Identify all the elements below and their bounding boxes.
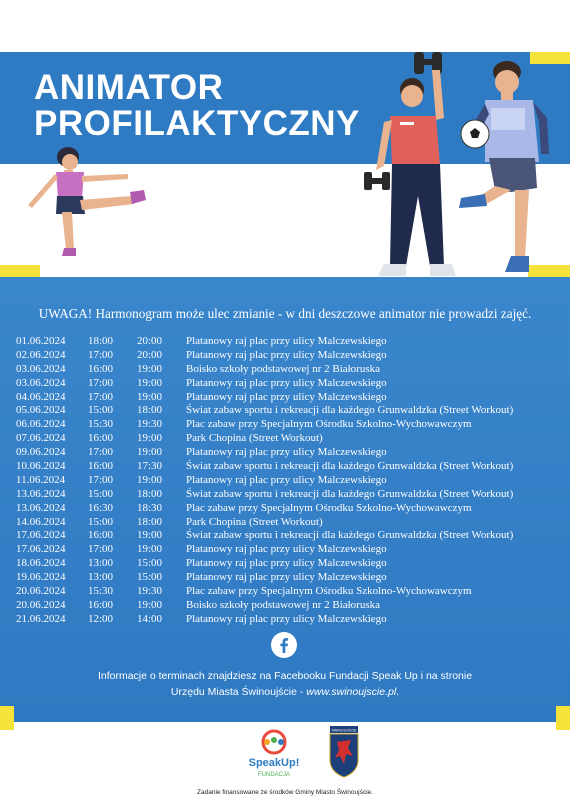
schedule-date: 11.06.2024: [16, 473, 66, 486]
schedule-start-time: 17:00: [88, 473, 114, 486]
schedule-end-time: 19:00: [137, 390, 163, 403]
schedule-date: 20.06.2024: [16, 598, 66, 611]
schedule-row: [16, 335, 556, 349]
yellow-accent-bottom-right: [556, 706, 570, 730]
schedule-row: [16, 404, 556, 418]
schedule-end-time: 19:00: [137, 362, 163, 375]
schedule-end-time: 15:00: [137, 557, 163, 570]
schedule-end-time: 19:00: [137, 473, 163, 486]
funding-footer: Zadanie finansowane ze środków Gminy Miasto Świnoujście.: [197, 789, 373, 796]
schedule-place: Platanowy raj plac przy ulicy Malczewskiego: [186, 473, 387, 486]
schedule-end-time: 18:00: [137, 404, 163, 417]
schedule-row: [16, 488, 556, 502]
schedule-start-time: 13:00: [88, 557, 114, 570]
speakup-logo: [248, 728, 300, 780]
info-line-2-prefix: Urzędu Miasta Świnoujście -: [170, 686, 307, 698]
speakup-logo-text: SpeakUp!: [248, 757, 300, 769]
schedule-end-time: 19:00: [137, 598, 163, 611]
schedule-row: [16, 557, 556, 571]
schedule-row: [16, 474, 556, 488]
schedule-place: Boisko szkoły podstawowej nr 2 Białoruska: [186, 598, 381, 611]
schedule-start-time: 17:00: [88, 376, 114, 389]
schedule-place: Park Chopina (Street Workout): [186, 515, 323, 528]
schedule-row: [16, 529, 556, 543]
schedule-row: [16, 446, 556, 460]
schedule-row: [16, 613, 556, 627]
schedule-start-time: 16:00: [88, 529, 114, 542]
schedule-start-time: 17:00: [88, 543, 114, 556]
boy-ball-illustration: [455, 58, 570, 280]
schedule-date: 18.06.2024: [16, 557, 66, 570]
schedule-row: [16, 502, 556, 516]
schedule-table: [16, 335, 556, 627]
schedule-date: 02.06.2024: [16, 348, 66, 361]
yellow-accent-bottom-left: [0, 706, 14, 730]
schedule-place: Plac zabaw przy Specjalnym Ośrodku Szkolno-Wychowawczym: [186, 501, 472, 514]
schedule-date: 03.06.2024: [16, 376, 66, 389]
schedule-start-time: 16:00: [88, 432, 114, 445]
schedule-row: [16, 418, 556, 432]
schedule-start-time: 12:00: [88, 612, 114, 625]
schedule-date: 05.06.2024: [16, 404, 66, 417]
schedule-place: Platanowy raj plac przy ulicy Malczewskiego: [186, 612, 387, 625]
schedule-place: Platanowy raj plac przy ulicy Malczewskiego: [186, 557, 387, 570]
schedule-date: 06.06.2024: [16, 418, 66, 431]
schedule-start-time: 17:00: [88, 390, 114, 403]
schedule-place: Świat zabaw sportu i rekreacji dla każdego Grunwaldzka (Street Workout): [186, 529, 514, 542]
schedule-date: 14.06.2024: [16, 515, 66, 528]
info-text: [30, 668, 540, 700]
speakup-logo-subtext: FUNDACJA: [257, 772, 291, 778]
schedule-row: [16, 432, 556, 446]
schedule-row: [16, 391, 556, 405]
schedule-end-time: 17:30: [137, 460, 163, 473]
schedule-row: [16, 516, 556, 530]
schedule-start-time: 17:00: [88, 348, 114, 361]
schedule-place: Świat zabaw sportu i rekreacji dla każdego Grunwaldzka (Street Workout): [186, 404, 514, 417]
schedule-row: [16, 363, 556, 377]
schedule-end-time: 19:30: [137, 418, 163, 431]
man-dumbbells-illustration: [360, 46, 470, 282]
schedule-start-time: 15:00: [88, 515, 114, 528]
schedule-place: Świat zabaw sportu i rekreacji dla każdego Grunwaldzka (Street Workout): [186, 460, 514, 473]
schedule-date: 09.06.2024: [16, 446, 66, 459]
info-line-1: Informacje o terminach znajdziesz na Facebooku Fundacji Speak Up i na stronie: [97, 670, 473, 682]
schedule-notice: UWAGA! Harmonogram może ulec zmianie - w dni deszczowe animator nie prowadzi zajęć.: [38, 306, 532, 321]
schedule-date: 04.06.2024: [16, 390, 66, 403]
schedule-date: 10.06.2024: [16, 460, 66, 473]
schedule-place: Park Chopina (Street Workout): [186, 432, 323, 445]
schedule-row: [16, 377, 556, 391]
schedule-start-time: 18:00: [88, 335, 114, 347]
schedule-date: 03.06.2024: [16, 362, 66, 375]
schedule-place: Platanowy raj plac przy ulicy Malczewskiego: [186, 390, 387, 403]
schedule-start-time: 16:30: [88, 501, 114, 514]
schedule-place: Platanowy raj plac przy ulicy Malczewskiego: [186, 335, 387, 347]
swinoujscie-crest: [324, 726, 364, 778]
schedule-end-time: 18:00: [137, 487, 163, 500]
schedule-start-time: 15:00: [88, 404, 114, 417]
schedule-row: [16, 460, 556, 474]
schedule-place: Platanowy raj plac przy ulicy Malczewskiego: [186, 376, 387, 389]
schedule-place: Plac zabaw przy Specjalnym Ośrodku Szkolno-Wychowawczym: [186, 585, 472, 598]
schedule-start-time: 15:30: [88, 585, 114, 598]
schedule-end-time: 19:00: [137, 446, 163, 459]
schedule-end-time: 18:00: [137, 515, 163, 528]
schedule-date: 01.06.2024: [16, 335, 66, 347]
page-title: [34, 70, 360, 142]
schedule-date: 13.06.2024: [16, 487, 66, 500]
schedule-row: [16, 585, 556, 599]
schedule-date: 17.06.2024: [16, 529, 66, 542]
schedule-place: Platanowy raj plac przy ulicy Malczewskiego: [186, 348, 387, 361]
schedule-end-time: 18:30: [137, 501, 163, 514]
facebook-glyph: [271, 632, 297, 658]
crest-label: ŚWINOUJŚCIE: [331, 728, 357, 733]
schedule-end-time: 19:00: [137, 432, 163, 445]
schedule-date: 17.06.2024: [16, 543, 66, 556]
schedule-date: 20.06.2024: [16, 585, 66, 598]
website-link[interactable]: www.swinoujscie.pl: [306, 686, 397, 698]
schedule-date: 21.06.2024: [16, 612, 66, 625]
schedule-start-time: 17:00: [88, 446, 114, 459]
schedule-end-time: 19:00: [137, 543, 163, 556]
schedule-place: Platanowy raj plac przy ulicy Malczewskiego: [186, 571, 387, 584]
schedule-start-time: 13:00: [88, 571, 114, 584]
schedule-date: 13.06.2024: [16, 501, 66, 514]
schedule-place: Plac zabaw przy Specjalnym Ośrodku Szkolno-Wychowawczym: [186, 418, 472, 431]
girl-stretching-illustration: [10, 138, 160, 268]
facebook-icon[interactable]: [271, 632, 297, 658]
schedule-end-time: 19:30: [137, 585, 163, 598]
schedule-place: Platanowy raj plac przy ulicy Malczewskiego: [186, 446, 387, 459]
schedule-end-time: 14:00: [137, 612, 163, 625]
schedule-start-time: 16:00: [88, 460, 114, 473]
schedule-end-time: 19:00: [137, 376, 163, 389]
schedule-date: 07.06.2024: [16, 432, 66, 445]
title-line-1: ANIMATOR: [34, 68, 224, 107]
schedule-end-time: 19:00: [137, 529, 163, 542]
schedule-row: [16, 599, 556, 613]
schedule-row: [16, 543, 556, 557]
schedule-end-time: 20:00: [137, 348, 163, 361]
schedule-start-time: 15:00: [88, 487, 114, 500]
info-line-2-suffix: .: [396, 686, 400, 698]
schedule-start-time: 15:30: [88, 418, 114, 431]
schedule-date: 19.06.2024: [16, 571, 66, 584]
schedule-row: [16, 349, 556, 363]
schedule-row: [16, 571, 556, 585]
title-line-2: PROFILAKTYCZNY: [34, 104, 360, 143]
schedule-start-time: 16:00: [88, 598, 114, 611]
schedule-end-time: 20:00: [137, 335, 163, 347]
schedule-place: Boisko szkoły podstawowej nr 2 Białoruska: [186, 362, 381, 375]
schedule-place: Świat zabaw sportu i rekreacji dla każdego Grunwaldzka (Street Workout): [186, 487, 514, 500]
schedule-place: Platanowy raj plac przy ulicy Malczewskiego: [186, 543, 387, 556]
schedule-end-time: 15:00: [137, 571, 163, 584]
schedule-start-time: 16:00: [88, 362, 114, 375]
